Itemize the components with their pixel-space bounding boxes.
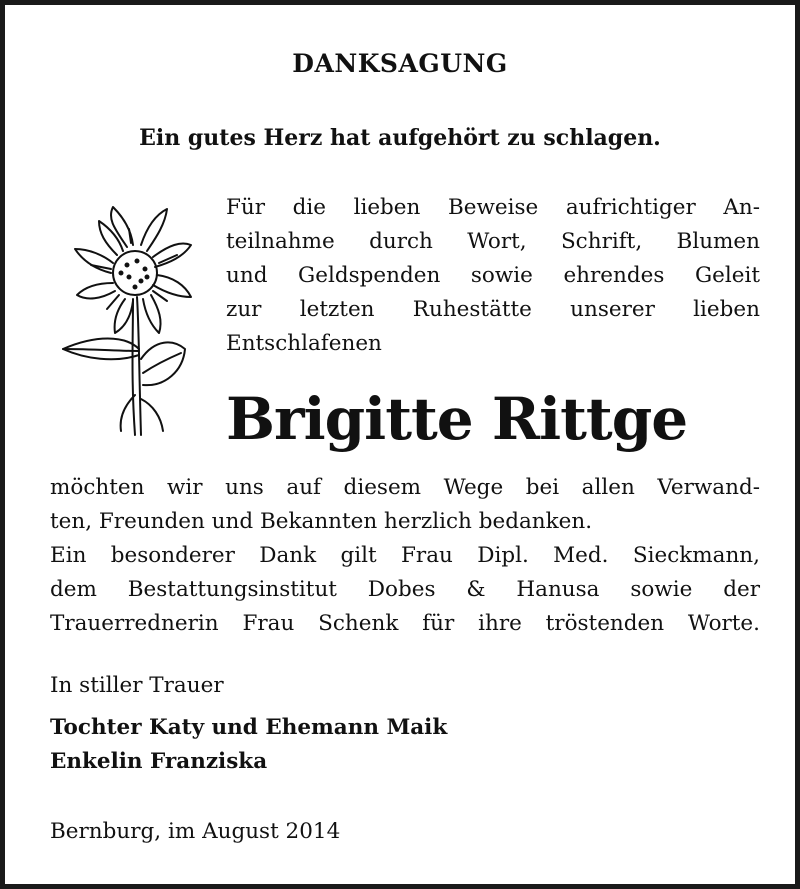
acknowledgement-body — [50, 471, 760, 641]
body-line: dem Bestattungsinstitut Dobes & Hanusa sowie der — [50, 577, 760, 602]
body-line: ten, Freunden und Bekannten herzlich bedanken. — [50, 509, 593, 534]
signer: Enkelin Franziska — [50, 749, 268, 774]
mourning-phrase: In stiller Trauer — [50, 673, 224, 698]
intro-line: zur letzten Ruhestätte unserer lieben — [226, 297, 760, 322]
body-line: möchten wir uns auf diesem Wege bei allen Verwand- — [50, 475, 760, 500]
notice-motto: Ein gutes Herz hat aufgehört zu schlagen. — [139, 125, 661, 151]
acknowledgement-intro — [226, 191, 760, 361]
sunflower-icon — [55, 199, 200, 439]
body-line: Trauerrednerin Frau Schenk für ihre tröstenden Worte. — [50, 611, 760, 636]
intro-line: und Geldspenden sowie ehrendes Geleit — [226, 263, 760, 288]
deceased-name: Brigitte Rittge — [226, 385, 688, 453]
signers-list — [50, 711, 447, 779]
intro-line: teilnahme durch Wort, Schrift, Blumen — [226, 229, 760, 254]
intro-line: Für die lieben Beweise aufrichtiger An- — [226, 195, 760, 220]
signer: Tochter Katy und Ehemann Maik — [50, 715, 448, 740]
intro-line: Entschlafenen — [226, 331, 382, 356]
place-date: Bernburg, im August 2014 — [50, 819, 341, 844]
body-line: Ein besonderer Dank gilt Frau Dipl. Med. Sieckmann, — [50, 543, 760, 568]
notice-heading: DANKSAGUNG — [292, 49, 508, 78]
